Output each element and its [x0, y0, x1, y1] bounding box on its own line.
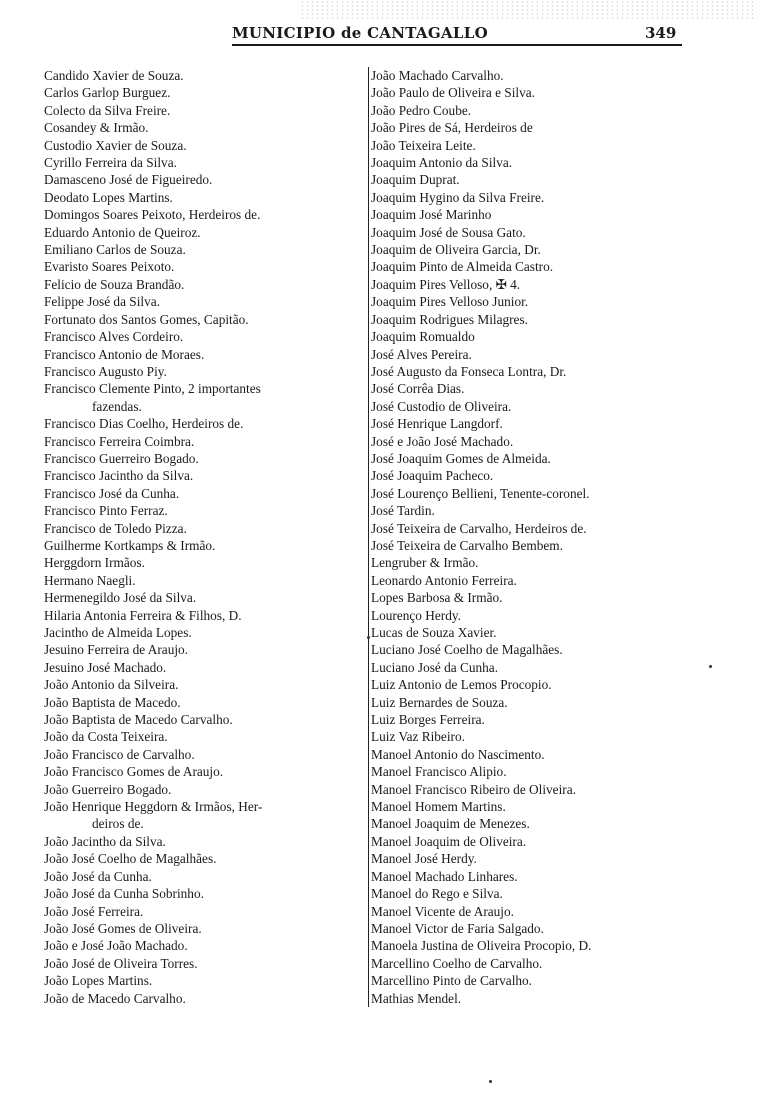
- directory-entry: Jacintho de Almeida Lopes.: [44, 625, 192, 640]
- directory-entry: José Teixeira de Carvalho Bembem.: [371, 537, 563, 553]
- directory-entry: Manoel Vicente de Araujo.: [371, 903, 514, 919]
- directory-entry: João José da Cunha.: [44, 868, 152, 884]
- directory-entry: Manoel Francisco Alipio.: [371, 764, 507, 780]
- directory-entry: João José da Cunha Sobrinho.: [44, 886, 204, 902]
- directory-entry: Francisco Ferreira Coimbra.: [44, 433, 195, 449]
- directory-entry: Eduardo Antonio de Queiroz.: [44, 224, 201, 240]
- directory-entry: João José Ferreira.: [44, 903, 144, 919]
- directory-entry: João de Macedo Carvalho.: [44, 990, 186, 1006]
- directory-entry: João Lopes Martins.: [44, 973, 153, 989]
- directory-entry: Manoela Justina de Oliveira Procopio, D.: [371, 938, 592, 954]
- directory-entry: Hermenegildo José da Silva.: [44, 590, 197, 606]
- directory-entry: Manoel Machado Linhares.: [371, 868, 518, 884]
- directory-entry: Custodio Xavier de Souza.: [44, 137, 187, 153]
- directory-entry: João e José João Machado.: [44, 938, 188, 954]
- directory-entry: João Henrique Heggdorn & Irmãos, Her-: [44, 799, 263, 815]
- directory-entry: Domingos Soares Peixoto, Herdeiros de.: [44, 207, 261, 223]
- directory-entry: Francisco Antonio de Moraes.: [44, 346, 205, 362]
- directory-entry: Manoel Antonio do Nascimento.: [371, 746, 545, 762]
- directory-entry: Damasceno José de Figueiredo.: [44, 172, 213, 188]
- ink-speck: [709, 665, 712, 668]
- directory-entry: João Francisco de Carvalho.: [44, 746, 195, 762]
- directory-entry: Guilherme Kortkamps & Irmão.: [44, 537, 216, 553]
- directory-entry: Joaquim Antonio da Silva.: [371, 155, 513, 171]
- directory-entry: Manoel Victor de Faria Salgado.: [371, 920, 544, 936]
- directory-entry: José Joaquim Gomes de Almeida.: [371, 450, 551, 466]
- ink-speck: [367, 636, 370, 639]
- directory-entry: Joaquim Pires Velloso Junior.: [371, 294, 529, 310]
- directory-entry: Lengruber & Irmão.: [371, 555, 479, 571]
- directory-entry: Joaquim Duprat.: [371, 172, 460, 188]
- directory-entry: Mathias Mendel.: [371, 990, 462, 1006]
- directory-entry: Francisco Jacintho da Silva.: [44, 468, 194, 484]
- directory-entry: Hermano Naegli.: [44, 572, 136, 588]
- directory-entry: João Baptista de Macedo.: [44, 694, 181, 710]
- directory-entry: José Lourenço Bellieni, Tenente-coronel.: [371, 485, 590, 501]
- directory-entry: Francisco Dias Coelho, Herdeiros de.: [44, 416, 244, 432]
- directory-entry: Jesuino Ferreira de Araujo.: [44, 642, 189, 658]
- page-title: MUNICIPIO de CANTAGALLO: [232, 24, 488, 42]
- directory-entry: Hilaria Antonia Ferreira & Filhos, D.: [44, 607, 242, 623]
- directory-entry: José Corrêa Dias.: [371, 381, 465, 397]
- left-name-column: [44, 67, 362, 1007]
- directory-entry: Evaristo Soares Peixoto.: [44, 259, 175, 275]
- directory-entry: Joaquim Rodrigues Milagres.: [371, 311, 528, 327]
- directory-entry: Francisco José da Cunha.: [44, 485, 180, 501]
- directory-entry: Colecto da Silva Freire.: [44, 102, 171, 118]
- directory-entry: Joaquim Romualdo: [371, 329, 475, 345]
- directory-entry: Lourenço Herdy.: [371, 607, 461, 623]
- directory-entry: Francisco Alves Cordeiro.: [44, 329, 184, 345]
- directory-entry: Manoel Joaquim de Oliveira.: [371, 833, 527, 849]
- directory-entry: João José Coelho de Magalhães.: [44, 851, 217, 867]
- directory-entry: Deodato Lopes Martins.: [44, 189, 173, 205]
- directory-entry: Joaquim José de Sousa Gato.: [371, 224, 526, 240]
- directory-entry: deiros de.: [92, 816, 144, 832]
- directory-entry: João José Gomes de Oliveira.: [44, 920, 202, 936]
- directory-entry: José Tardin.: [371, 503, 435, 519]
- directory-entry: Joaquim de Oliveira Garcia, Dr.: [371, 242, 541, 258]
- directory-entry: Luiz Antonio de Lemos Procopio.: [371, 677, 552, 693]
- directory-entry: Jesuino José Machado.: [44, 659, 167, 675]
- directory-entry: Felicio de Souza Brandão.: [44, 276, 185, 292]
- directory-entry: Marcellino Pinto de Carvalho.: [371, 973, 533, 989]
- directory-entry: José e João José Machado.: [371, 433, 514, 449]
- directory-entry: José Teixeira de Carvalho, Herdeiros de.: [371, 520, 587, 536]
- directory-entry: Luciano José da Cunha.: [371, 659, 499, 675]
- directory-entry: Luiz Bernardes de Souza.: [371, 694, 508, 710]
- directory-entry: Emiliano Carlos de Souza.: [44, 242, 186, 258]
- directory-entry: João Jacintho da Silva.: [44, 833, 166, 849]
- directory-entry: Cyrillo Ferreira da Silva.: [44, 155, 177, 171]
- directory-entry: Joaquim Hygino da Silva Freire.: [371, 189, 545, 205]
- directory-entry: Lucas de Souza Xavier.: [371, 625, 497, 640]
- directory-entry: João da Costa Teixeira.: [44, 729, 168, 745]
- directory-entry: fazendas.: [92, 398, 142, 414]
- directory-entry: João Francisco Gomes de Araujo.: [44, 764, 224, 780]
- directory-entry: Manoel do Rego e Silva.: [371, 886, 503, 902]
- directory-entry: João Baptista de Macedo Carvalho.: [44, 712, 233, 728]
- directory-entry: Candido Xavier de Souza.: [44, 68, 184, 83]
- directory-entry: José Joaquim Pacheco.: [371, 468, 494, 484]
- directory-entry: Cosandey & Irmão.: [44, 120, 149, 136]
- directory-entry: João Guerreiro Bogado.: [44, 781, 172, 797]
- directory-entry: João Pedro Coube.: [371, 102, 472, 118]
- header-rule: [232, 44, 682, 46]
- directory-entry: João Teixeira Leite.: [371, 137, 476, 153]
- directory-entry: José Custodio de Oliveira.: [371, 398, 512, 414]
- directory-entry: João Paulo de Oliveira e Silva.: [371, 85, 535, 101]
- directory-entry: Herggdorn Irmãos.: [44, 555, 145, 571]
- directory-entry: Leonardo Antonio Ferreira.: [371, 572, 517, 588]
- directory-entry: Fortunato dos Santos Gomes, Capitão.: [44, 311, 249, 327]
- directory-entry: Carlos Garlop Burguez.: [44, 85, 171, 101]
- directory-entry: Manoel Joaquim de Menezes.: [371, 816, 530, 832]
- directory-entry: Francisco Clemente Pinto, 2 importantes: [44, 381, 261, 397]
- page-header: [0, 0, 757, 50]
- directory-entry: José Augusto da Fonseca Lontra, Dr.: [371, 363, 567, 379]
- directory-entry: Francisco Guerreiro Bogado.: [44, 450, 199, 466]
- directory-entry: João Antonio da Silveira.: [44, 677, 179, 693]
- directory-entry: Marcellino Coelho de Carvalho.: [371, 955, 543, 971]
- print-speckle-decoration: [300, 0, 757, 20]
- directory-entry: Francisco Augusto Piy.: [44, 363, 167, 379]
- page-number: 349: [645, 24, 677, 42]
- ink-speck: [489, 1080, 492, 1083]
- directory-entry: João José de Oliveira Torres.: [44, 955, 198, 971]
- directory-entry: Manoel Francisco Ribeiro de Oliveira.: [371, 781, 576, 797]
- directory-entry: Manoel Homem Martins.: [371, 799, 506, 815]
- directory-entry: Joaquim Pires Velloso, ✠ 4.: [371, 276, 521, 292]
- directory-entry: Luiz Borges Ferreira.: [371, 712, 485, 728]
- right-name-column: [368, 67, 711, 1007]
- directory-entry: Manoel José Herdy.: [371, 851, 477, 867]
- directory-entry: José Alves Pereira.: [371, 346, 472, 362]
- directory-entry: Lopes Barbosa & Irmão.: [371, 590, 503, 606]
- directory-entry: João Machado Carvalho.: [371, 68, 504, 83]
- directory-entry: Luiz Vaz Ribeiro.: [371, 729, 465, 745]
- directory-entry: José Henrique Langdorf.: [371, 416, 503, 432]
- directory-entry: Felippe José da Silva.: [44, 294, 160, 310]
- directory-entry: Francisco de Toledo Pizza.: [44, 520, 187, 536]
- directory-entry: Joaquim José Marinho: [371, 207, 492, 223]
- directory-entry: João Pires de Sá, Herdeiros de: [371, 120, 533, 136]
- directory-entry: Luciano José Coelho de Magalhães.: [371, 642, 563, 658]
- directory-entry: Francisco Pinto Ferraz.: [44, 503, 168, 519]
- directory-entry: Joaquim Pinto de Almeida Castro.: [371, 259, 554, 275]
